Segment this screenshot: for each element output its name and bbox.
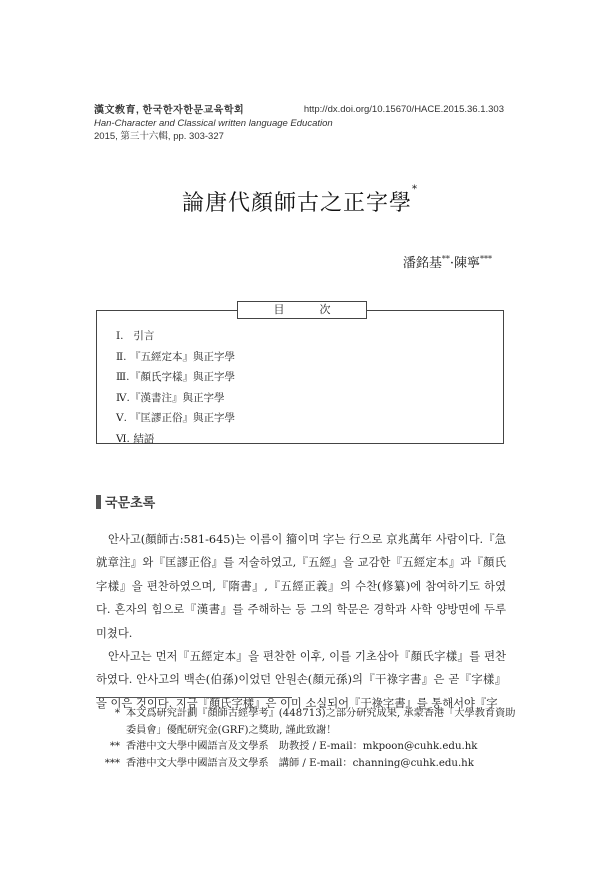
author-footnote-mark[interactable]: ** <box>441 254 450 264</box>
footnote <box>96 756 516 773</box>
toc-item[interactable] <box>116 326 235 347</box>
author-separator: · <box>449 256 454 271</box>
toc-list <box>116 326 235 449</box>
toc-item[interactable] <box>116 408 235 429</box>
article-title <box>0 186 600 217</box>
footnote <box>96 706 516 739</box>
toc-item[interactable] <box>116 347 235 368</box>
journal-english-name: Han-Character and Classical written language Education <box>94 118 333 129</box>
author-line <box>403 252 492 271</box>
footnote-mark: * <box>114 708 120 719</box>
footnote-mark: *** <box>104 757 120 769</box>
footnote-mark: ** <box>109 741 120 752</box>
footnote <box>96 739 516 756</box>
doi-link[interactable]: http://dx.doi.org/10.15670/HACE.2015.36.1.303 <box>303 104 504 115</box>
toc-item[interactable] <box>116 429 235 450</box>
toc-heading: 目 次 <box>237 301 367 319</box>
abstract-paragraph: 안사고는 먼저『五經定本』을 편찬한 이후, 이를 기초삼아『顏氏字樣』를 편찬하였다. 안사고의 백손(伯孫)이었던 안원손(顏元孫)의『干祿字書』은 곧『字樣』을 이은 것이다. 지금『顏氏字樣』은 이미 소실되어『干祿字書』를 통해서야『字 <box>96 650 506 710</box>
footnote-text: 本文爲研究計劃『顏師古經學考』(448713)之部分研究成果, 承蒙香港「大學教育資助委員會」優配研究金(GRF)之獎助, 謹此致謝！ <box>126 708 516 736</box>
abstract-heading <box>96 492 155 511</box>
toc-item-label: 『五經定本』與正字學 <box>130 350 235 363</box>
author-name: 潘銘基 <box>402 256 442 271</box>
author-name: 陳寧 <box>453 256 480 271</box>
footnote-text: 香港中文大學中國語言及文學系 講師 / E-mail：channing@cuhk.edu.hk <box>126 757 474 769</box>
section-bar-icon <box>96 495 101 509</box>
toc-item-label: 『匡謬正俗』與正字學 <box>130 412 235 424</box>
toc-item-label: 結語 <box>133 432 155 445</box>
toc-item[interactable] <box>116 388 235 409</box>
footnote-text: 香港中文大學中國語言及文學系 助教授 / E-mail：mkpoon@cuhk.edu.hk <box>126 741 478 752</box>
toc-item-number: Ⅲ. <box>116 371 130 383</box>
title-footnote-mark[interactable]: * <box>412 184 418 195</box>
toc-item-number: Ⅱ. <box>116 350 127 363</box>
toc-item-label: 引言 <box>133 330 155 342</box>
footnotes <box>96 706 516 772</box>
toc-item-number: Ⅴ. <box>116 412 127 424</box>
article-title-text: 論唐代顏師古之正字學 <box>181 191 412 216</box>
abstract-body <box>96 528 506 715</box>
footnote-divider <box>96 697 292 698</box>
toc-item-label: 『顏氏字樣』與正字學 <box>130 371 235 383</box>
toc-item-number: Ⅰ. <box>116 330 124 342</box>
toc-item[interactable] <box>116 367 235 388</box>
abstract-heading-text: 국문초록 <box>105 495 156 510</box>
author-footnote-mark[interactable]: *** <box>480 254 492 264</box>
abstract-paragraph: 안사고(顏師古:581-645)는 이름이 籀이며 字는 行으로 京兆萬年 사람이다.『急就章注』와『匡謬正俗』를 저술하였고,『五經』을 교감한『五經定本』과『顏氏字樣』을 편찬하였으며,『隋書』,『五經正義』의 수찬(修纂)에 참여하기도 하였다. 혼자의 힘으로『漢書』를 주해하는 등 그의 학문은 경학과 사학 양방면에 두루 미쳤다. <box>96 533 506 640</box>
journal-issue: 2015, 第三十六輯, pp. 303-327 <box>94 131 224 142</box>
toc-item-number: Ⅳ. <box>116 391 130 404</box>
toc-item-number: Ⅵ. <box>116 432 130 445</box>
toc-item-label: 『漢書注』與正字學 <box>130 391 225 404</box>
journal-info <box>94 104 333 143</box>
journal-korean-name: 漢文敎育, 한국한자한문교육학회 <box>94 105 245 116</box>
